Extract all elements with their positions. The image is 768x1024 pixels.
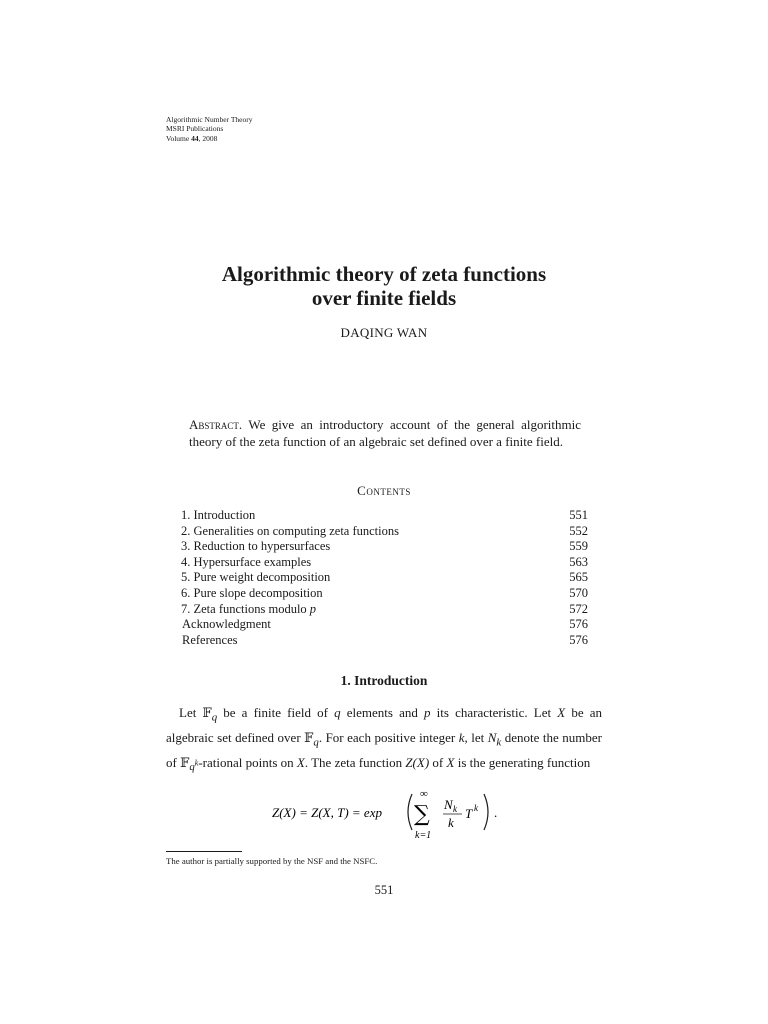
toc-entry: 6. Pure slope decomposition 570 [181,585,588,600]
intro-paragraph: Let 𝔽$_q$ be a finite field of q elements and p its characteristic. Let X be an algebraic set defined over 𝔽$_q$. For each positive integer k, let $N_k$ denote the number of 𝔽$_{q^k}$-rational points on X. The zeta function Z(X) of X is the generating function [166,705,602,774]
toc-entry: 2. Generalities on computing zeta functions 552 [181,523,588,538]
svg-text:k: k [474,803,478,813]
contents-heading: Contents [357,483,411,498]
term-T: T [465,806,473,821]
journal-header [166,115,253,143]
toc-entry: Acknowledgment 576 [182,617,588,632]
abstract-label: Abstract. [189,417,243,432]
section-heading: 1. Introduction [340,673,428,688]
finite-field-symbol: 𝔽 [202,705,212,720]
title-line-1: Algorithmic theory of zeta functions [221,262,547,286]
svg-text:.: . [494,805,498,820]
toc-entry: 3. Reduction to hypersurfaces 559 [181,539,588,554]
journal-volume: Volume 44, 2008 [166,133,218,143]
toc-entry: 4. Hypersurface examples 563 [181,554,588,569]
author-name: DAQING WAN [340,325,428,340]
abstract [189,416,581,450]
table-of-contents [181,508,588,648]
sum-upper-limit: ∞ [420,788,428,800]
footnote: The author is partially supported by the NSF and the NSFC. [166,856,378,866]
journal-series: Algorithmic Number Theory [166,115,253,124]
formula-lhs: Z(X) = Z(X, T) = exp [272,805,382,820]
title-line-2: over finite fields [311,286,457,310]
journal-publisher: MSRI Publications [166,124,224,134]
left-paren [408,794,412,830]
svg-text:k: k [453,804,457,814]
volume-number: 44 [191,133,199,143]
paper-title [0,262,768,310]
toc-entry: References 576 [182,632,588,647]
zeta-formula [272,784,512,840]
sum-lower-limit: k=1 [415,830,432,840]
toc-entry: 1. Introduction 551 [181,508,588,522]
page-number: 551 [374,883,394,897]
sum-sign: ∑ [414,802,430,827]
right-paren [484,794,488,830]
abstract-text: We give an introductory account of the general algorithmic theory of the zeta function of an algebraic set defined over a finite field. [189,417,582,449]
fraction-denominator: k [448,815,454,830]
footnote-rule [166,851,242,852]
toc-entry: 7. Zeta functions modulo p 572 [181,601,588,616]
toc-entry: 5. Pure weight decomposition 565 [181,570,588,585]
fraction-numerator: N [444,797,453,812]
